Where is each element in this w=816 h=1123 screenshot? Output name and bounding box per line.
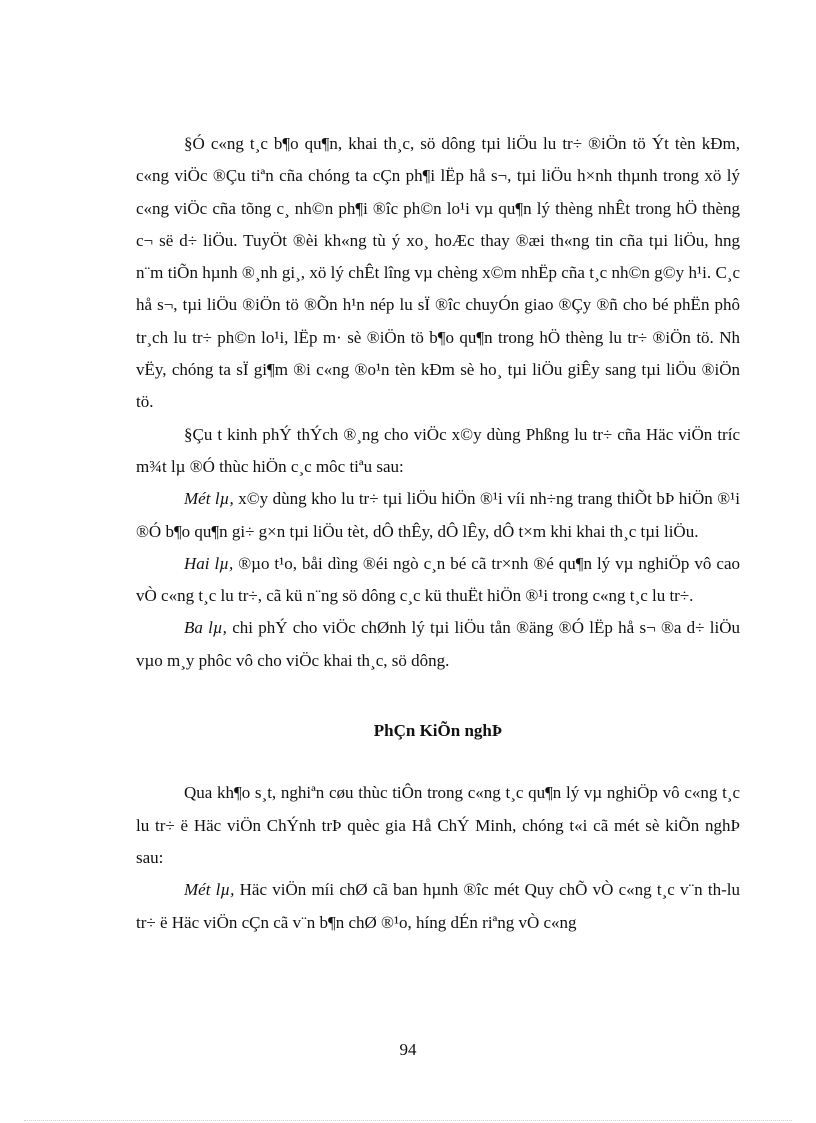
goal-text: chi phÝ cho viÖc chØnh lý tµi liÖu tån ®äng ®Ó lËp hå s¬ ®a d÷ liÖu vµo m¸y phôc vô cho viÖc khai th¸c, sö dông. xyxy=(136,618,741,670)
goal-item xyxy=(136,612,740,677)
goal-item xyxy=(136,483,740,548)
paragraph: §Çu t kinh phÝ thÝch ®¸ng cho viÖc x©y dùng Phßng lu tr÷ cña Häc viÖn tríc m¾t lµ ®Ó thùc hiÖn c¸c môc tiªu sau: xyxy=(136,424,740,476)
paragraph: §Ó c«ng t¸c b¶o qu¶n, khai th¸c, sö dông tµi liÖu lu tr÷ ®iÖn tö Ýt tèn kÐm, c«ng viÖc ®Çu tiªn cña chóng ta cÇn ph¶i lËp hå s¬, tµi liÖu h×nh thµnh trong xö lý c«ng viÖc cña tõng c¸ nh©n ph¶i ®îc ph©n lo¹i vµ qu¶n lý thèng nhÊt trong hÖ thèng c¬ së d÷ liÖu. TuyÖt ®èi kh«ng tù ý xo¸ hoÆc thay ®æi th«ng tin cña tµi liÖu, hng n¨m tiÕn hµnh ®¸nh gi¸, xö lý chÊt lîng vµ chèng x©m nhËp cña t¸c nh©n g©y h¹i. C¸c hå s¬, tµi liÖu ®iÖn tö ®Õn h¹n nép lu sÏ ®îc chuyÓn giao ®Çy ®ñ cho bé phËn phô tr¸ch lu tr÷ ph©n lo¹i, lËp m· sè ®iÖn tö b¶o qu¶n trong hÖ thèng lu tr÷ ®iÖn tö. Nh vËy, chóng ta sÏ gi¶m ®i c«ng ®o¹n tèn kÐm sè ho¸ tµi liÖu giÊy sang tµi liÖu ®iÖn tö. xyxy=(136,134,740,412)
goal-item xyxy=(136,548,740,613)
page-bottom-divider xyxy=(24,1120,792,1121)
goal-lead: Ba lµ, xyxy=(184,618,227,638)
body-text xyxy=(136,128,740,939)
page-number: 94 xyxy=(399,1040,417,1059)
goal-text: ®µo t¹o, båi dìng ®éi ngò c¸n bé cã tr×nh ®é qu¶n lý vµ nghiÖp vô cao vÒ c«ng t¸c lu tr÷, cã kü n¨ng sö dông c¸c kü thuËt hiÖn ®¹i trong c«ng t¸c lu tr÷. xyxy=(136,553,740,606)
goal-lead: Hai lµ, xyxy=(184,553,234,573)
goal-lead: Mét lµ, xyxy=(184,489,234,509)
recommendation-text: Häc viÖn míi chØ cã ban hµnh ®îc mét Quy chÕ vÒ c«ng t¸c v¨n th-lu tr÷ ë Häc viÖn cÇn cã v¨n b¶n chØ ®¹o, híng dÉn riªng vÒ c«ng xyxy=(136,880,740,932)
recommendation-lead: Mét lµ, xyxy=(184,880,235,900)
section-heading: PhÇn KiÕn nghÞ xyxy=(373,721,503,741)
paragraph: Qua kh¶o s¸t, nghiªn cøu thùc tiÔn trong c«ng t¸c qu¶n lý vµ nghiÖp vô c«ng t¸c lu tr÷ ë Häc viÖn ChÝnh trÞ quèc gia Hå ChÝ Minh, chóng t«i cã mét sè kiÕn nghÞ sau: xyxy=(136,783,740,867)
goal-text: x©y dùng kho lu tr÷ tµi liÖu hiÖn ®¹i víi nh÷ng trang thiÕt bÞ hiÖn ®¹i ®Ó b¶o qu¶n gi÷ g×n tµi liÖu tèt, dÔ thÊy, dÔ lÊy, dÔ t×m khi khai th¸c tµi liÖu. xyxy=(136,489,741,541)
recommendation-item xyxy=(136,874,740,939)
